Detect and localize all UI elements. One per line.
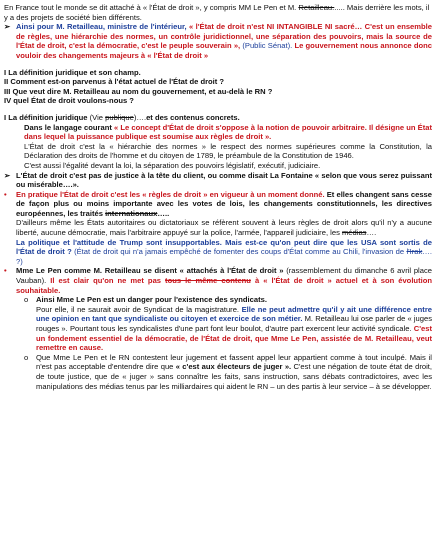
practice-point: • En pratique l'État de droit c'est les « règles de droit » en vigueur à un moment donné. Et elles changent sans cesse de façon plus ou moins importante avec les votes de lois, les changements constitutionnels, les directives européennes, les traités internationaux….. D'ailleurs même les États autoritaires ou dictatoriaux se réfèrent souvent à leurs règles de droit alors qu'il n'y a aucune liberté, aucune démocratie, mais l'arbitraire appuyé sur la police, l'armée, l'appareil judiciaire, les médias…. La politique et l'attitude de Trump sont insupportables. Mais est-ce qu'on peut dire que les USA sont sortis de l'État de droit ? (État de droit qui n'a jamais empêché de fomenter des coups d'État comme au Chili, l'invasion de l'Irak…. ?): [4, 189, 433, 266]
intro-strike-text: Retailleau.: [298, 3, 335, 12]
hierarchy-paragraph: L'État de droit c'est la « hiérarchie des normes » le respect des normes supérieures comme la Constitution, la Déclaration des droits de l'homme et du citoyen de 1789, le préambule de la Constitution de 1946.: [24, 141, 432, 161]
intro-paragraph: [4, 3, 432, 22]
definition-block: Dans le langage courant « Le concept d'État de droit s'oppose à la notion de pouvoir arbitraire. Il désigne un État dans lequel la puissance publique est soumise aux règles de droit ». L'État de droit c'est la « hiérarchie des normes » le respect des normes supérieures comme la Constitution, la Déclaration des droits de l'homme et du citoyen de 1789, le préambule de la Constitution de 1946. C'est aussi l'égalité devant la loi, la séparation des pouvoirs législatif, exécutif, judiciaire.: [24, 122, 432, 170]
quote-retailleau: [4, 22, 432, 60]
appeal-subpoint: o Que Mme Le Pen et le RN contestent leur jugement et fassent appel leur appartient comme à tout inculpé. Mais il n'est pas acceptable d'entendre dire que « c'est aux électeurs de juger ». C'est une négation de toute état de droit, de toute justice, que de « juger » sans connaître les faits, sans instruction, sans débats contradictoires, avec les manipulations des médias tenus par les milliardaires qui aident le RN – un des partis à leur service – à se développer.: [24, 352, 432, 391]
document-page: [4, 3, 432, 391]
toc-item: II Comment est-on parvenus à l'état actuel de l'État de droit ?: [4, 77, 225, 87]
equality-paragraph: C'est aussi l'égalité devant la loi, la séparation des pouvoirs législatif, exécutif, judiciaire.: [24, 160, 321, 170]
toc-item: III Que veut dire M. Retailleau au nom du gouvernement, et au-delà le RN ?: [4, 86, 273, 96]
intro-text-cont: ..... Mais derrière les mots, il y a des projets de société bien différents.: [4, 3, 430, 22]
circle-bullet-icon: o: [24, 295, 29, 305]
dot-bullet-icon: •: [4, 189, 7, 199]
la-fontaine-point: ➢ L'État de droit c'est pas de justice à la tête du client, ou comme disait La Fontaine « selon que vous serez puissant ou misérable….».: [4, 170, 432, 190]
circle-bullet-icon: o: [24, 352, 29, 362]
government-announcement: Le gouvernement nous annonce donc vouloir des changements majeurs à « l'État de droit »: [16, 41, 432, 60]
toc-item: IV quel État de droit voulons-nous ?: [4, 96, 134, 106]
quote-source: (Public Sénat).: [242, 41, 293, 51]
table-of-contents: [4, 68, 432, 106]
section-heading: I La définition juridique (Vie publique)….et des contenus concrets.: [4, 112, 240, 122]
toc-item: I La définition juridique et son champ.: [4, 67, 141, 77]
trump-question: La politique et l'attitude de Trump sont insupportables. Mais est-ce qu'on peut dire que les USA sont sortis de l'État de droit ?: [16, 237, 432, 257]
intro-text: En France tout le monde se dit attaché à « l'État de droit », y compris MM Le Pen et M.: [4, 3, 299, 12]
dot-bullet-icon: •: [4, 266, 7, 276]
retailleau-quote: « l'État de droit n'est NI INTANGIBLE NI sacré… C'est un ensemble de règles, une hiérarchie des normes, un contrôle juridictionnel, une séparation des pouvoirs, mais la source de l'État de droit, c'est la démocratie, c'est le peuple souverain »,: [16, 22, 433, 51]
retailleau-intro: Ainsi pour M. Retailleau, ministre de l'intérieur,: [16, 22, 189, 32]
arrow-bullet-icon: ➢: [4, 170, 11, 180]
subpoint-title: Ainsi Mme Le Pen est un danger pour l'existence des syndicats.: [36, 295, 267, 305]
lepen-retailleau-point: • Mme Le Pen comme M. Retailleau se disent « attachés à l'État de droit » (rassemblement du dimanche 6 avril place Vauban). Il est clair qu'on ne met pas tous le même contenu à « l'État de droit » actuel et à son évolution souhaitable.: [4, 266, 432, 295]
definition-quote: « Le concept d'État de droit s'oppose à la notion de pouvoir arbitraire. Il désigne un État dans lequel la puissance publique est soumise aux règles de droit ».: [24, 122, 432, 142]
arrow-bullet-icon: ➢: [4, 22, 11, 32]
syndicats-subpoint: o Ainsi Mme Le Pen est un danger pour l'existence des syndicats. Pour elle, il ne saurait avoir de Syndicat de la magistrature. Elle ne peut admettre qu'il y ait une différence entre une opinion en tant que syndicaliste ou citoyen et exercice de son métier. M. Retailleau lui ose parler de « juges rouges ». Pourtant tous les syndicalistes d'une part font leur boulot, d'autre part exercent leur activité syndicale. C'est un fondement essentiel de la démocratie, de l'État de droit, que Mme Le Pen, assistée de M. Retailleau, veut remettre en cause.: [24, 295, 432, 353]
